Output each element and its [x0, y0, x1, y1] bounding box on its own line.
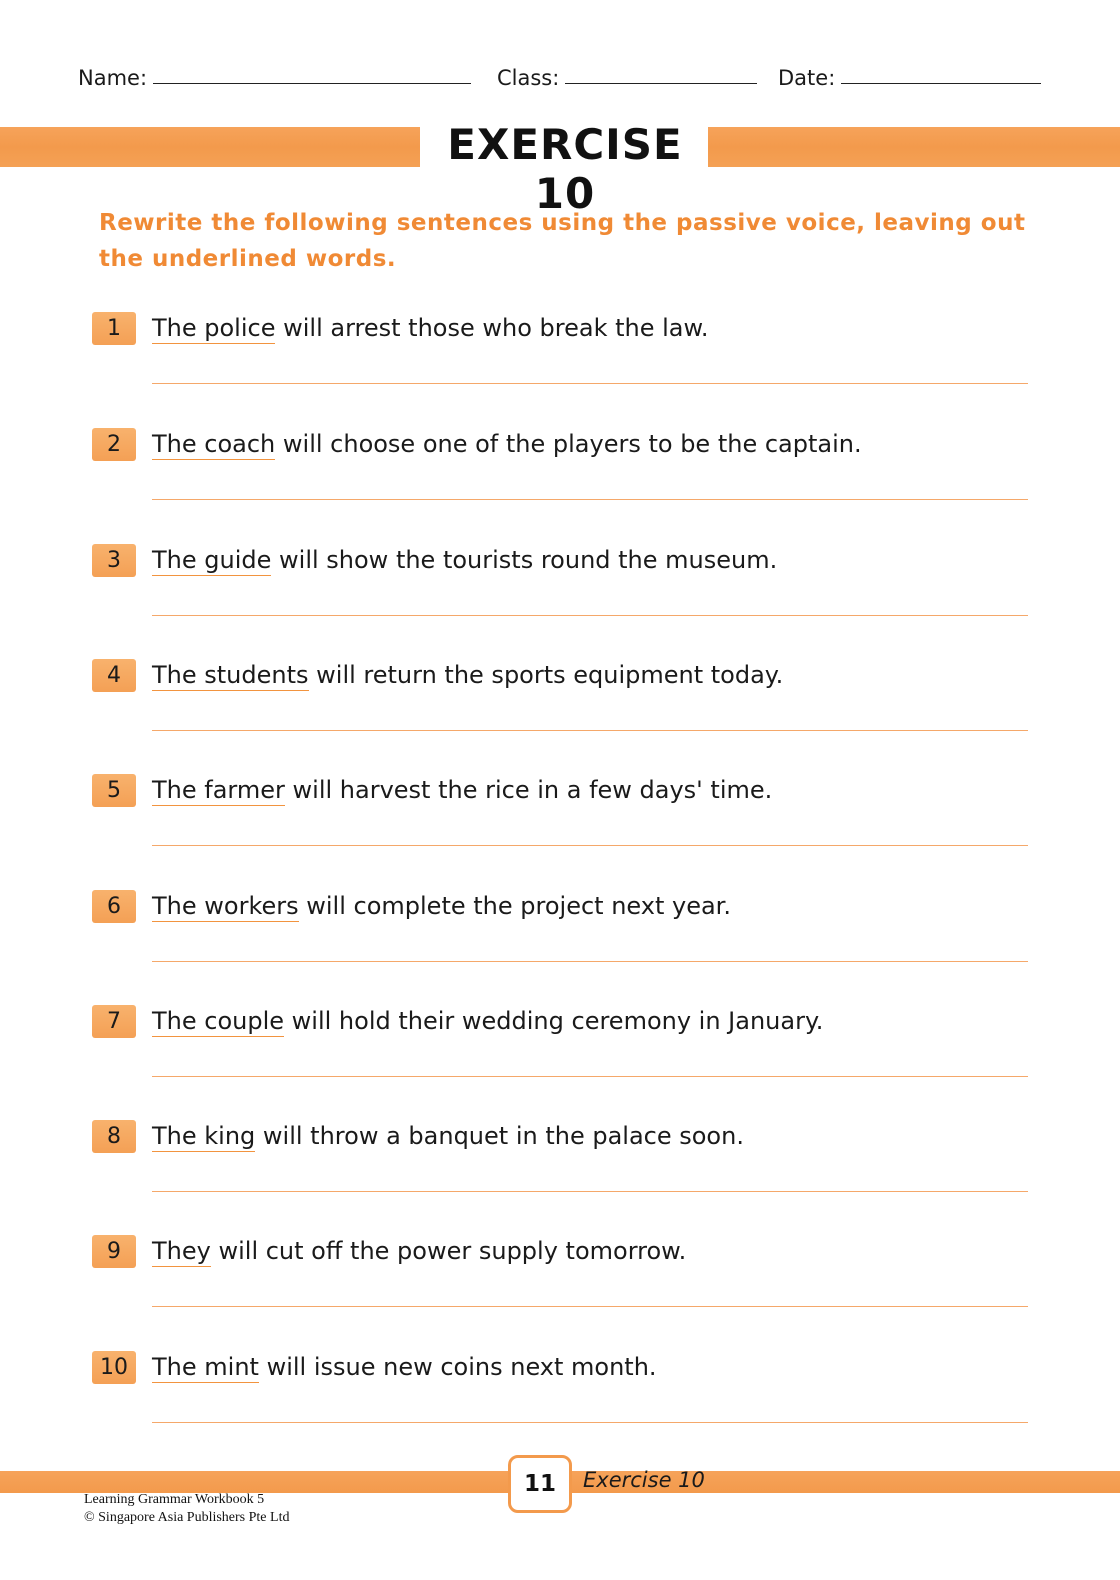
date-field: [778, 66, 1041, 90]
sentence-rest: will hold their wedding ceremony in January.: [284, 1007, 824, 1035]
question-item: [0, 1005, 1120, 1115]
name-field: [78, 66, 471, 90]
title-band-left: [0, 127, 420, 167]
footer-band-left: [0, 1471, 508, 1493]
question-number: 7: [92, 1005, 136, 1038]
underlined-subject: The police: [152, 314, 276, 342]
answer-line[interactable]: [152, 382, 1028, 384]
class-label: Class:: [497, 66, 560, 90]
name-blank[interactable]: [153, 82, 471, 84]
sentence-rest: will return the sports equipment today.: [308, 661, 784, 689]
question-item: [0, 1351, 1120, 1461]
question-number: 9: [92, 1235, 136, 1268]
question-number: 5: [92, 774, 136, 807]
question-number: 8: [92, 1120, 136, 1153]
answer-line[interactable]: [152, 498, 1028, 500]
answer-line[interactable]: [152, 1190, 1028, 1192]
answer-line[interactable]: [152, 614, 1028, 616]
question-sentence: [152, 1120, 744, 1153]
question-sentence: [152, 774, 772, 807]
question-number: 10: [92, 1351, 136, 1384]
question-item: [0, 659, 1120, 769]
sentence-rest: will show the tourists round the museum.: [271, 546, 778, 574]
question-item: [0, 544, 1120, 654]
question-item: [0, 774, 1120, 884]
sentence-rest: will harvest the rice in a few days' time.: [284, 776, 773, 804]
footer-exercise-label: Exercise 10: [583, 1468, 705, 1492]
date-label: Date:: [778, 66, 836, 90]
question-item: [0, 1235, 1120, 1345]
underlined-subject: They: [152, 1237, 211, 1265]
instruction-text: Rewrite the following sentences using the passive voice, leaving out the underlined words.: [99, 210, 1026, 272]
copyright: © Singapore Asia Publishers Pte Ltd: [84, 1510, 290, 1525]
answer-line[interactable]: [152, 960, 1028, 962]
answer-line[interactable]: [152, 729, 1028, 731]
question-number: 3: [92, 544, 136, 577]
date-blank[interactable]: [841, 82, 1041, 84]
question-item: [0, 312, 1120, 422]
underlined-subject: The students: [152, 661, 309, 689]
question-sentence: [152, 1005, 823, 1038]
answer-line[interactable]: [152, 1075, 1028, 1077]
sentence-rest: will complete the project next year.: [298, 892, 731, 920]
question-number: 4: [92, 659, 136, 692]
sentence-rest: will choose one of the players to be the captain.: [275, 430, 862, 458]
question-sentence: [152, 1351, 657, 1384]
underlined-subject: The mint: [152, 1353, 259, 1381]
question-sentence: [152, 659, 783, 692]
book-title: Learning Grammar Workbook 5: [84, 1492, 265, 1507]
name-label: Name:: [78, 66, 148, 90]
answer-line[interactable]: [152, 844, 1028, 846]
question-item: [0, 890, 1120, 1000]
underlined-subject: The workers: [152, 892, 299, 920]
question-number: 6: [92, 890, 136, 923]
class-blank[interactable]: [565, 82, 757, 84]
question-item: [0, 1120, 1120, 1230]
underlined-subject: The farmer: [152, 776, 285, 804]
question-sentence: [152, 1235, 686, 1268]
class-field: [497, 66, 757, 90]
underlined-subject: The king: [152, 1122, 256, 1150]
page-title: EXERCISE 10: [447, 120, 683, 218]
sentence-rest: will arrest those who break the law.: [275, 314, 709, 342]
question-sentence: [152, 890, 731, 923]
question-number: 2: [92, 428, 136, 461]
underlined-subject: The couple: [152, 1007, 285, 1035]
page-number: 11: [508, 1455, 572, 1513]
sentence-rest: will issue new coins next month.: [258, 1353, 657, 1381]
question-sentence: [152, 312, 709, 345]
sentence-rest: will cut off the power supply tomorrow.: [210, 1237, 687, 1265]
answer-line[interactable]: [152, 1421, 1028, 1423]
question-number: 1: [92, 312, 136, 345]
title-band-right: [708, 127, 1120, 167]
question-item: [0, 428, 1120, 538]
question-sentence: [152, 544, 777, 577]
underlined-subject: The guide: [152, 546, 272, 574]
sentence-rest: will throw a banquet in the palace soon.: [255, 1122, 744, 1150]
underlined-subject: The coach: [152, 430, 276, 458]
question-sentence: [152, 428, 862, 461]
answer-line[interactable]: [152, 1305, 1028, 1307]
